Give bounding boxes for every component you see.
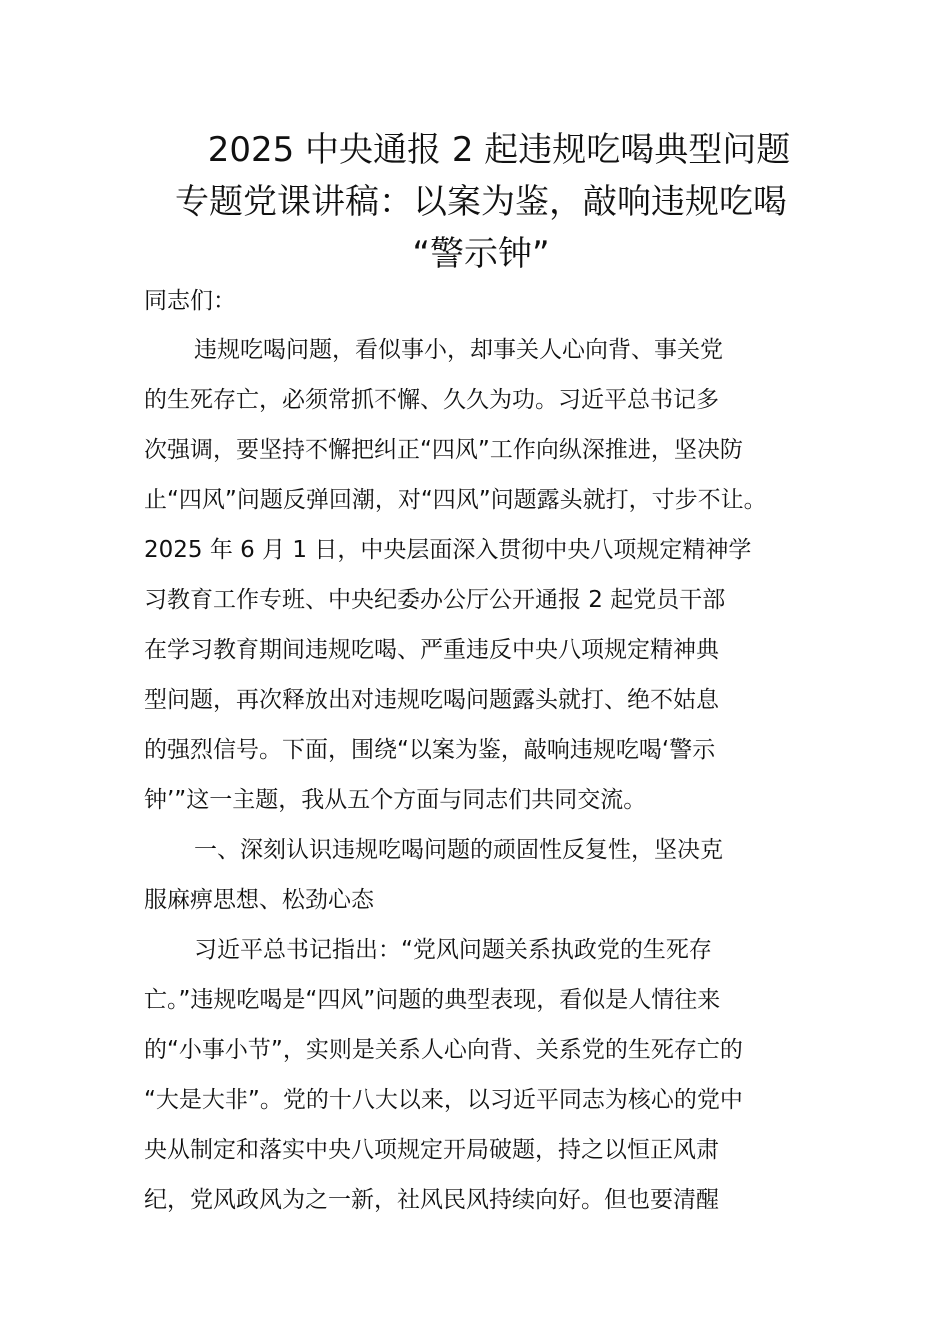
paragraph-1-line-1: 违规吃喝问题，看似事小，却事关人心向背、事关党 bbox=[194, 337, 723, 363]
greeting: 同志们： bbox=[144, 288, 236, 314]
paragraph-2-line-1: 习近平总书记指出：“党风问题关系执政党的生死存 bbox=[194, 937, 712, 963]
paragraph-1-line-10: 钟’”这一主题，我从五个方面与同志们共同交流。 bbox=[144, 787, 647, 813]
paragraph-1-line-3: 次强调，要坚持不懈把纠正“四风”工作向纵深推进，坚决防 bbox=[144, 437, 743, 463]
document-title bbox=[150, 124, 812, 280]
paragraph-1-line-5: 2025 年 6 月 1 日，中央层面深入贯彻中央八项规定精神学 bbox=[144, 537, 752, 563]
section-heading-line-1: 一、深刻认识违规吃喝问题的顽固性反复性，坚决克 bbox=[194, 837, 723, 863]
section-heading-line-2: 服麻痹思想、松劲心态 bbox=[144, 887, 374, 913]
paragraph-1-line-9: 的强烈信号。下面，围绕“以案为鉴，敲响违规吃喝‘警示 bbox=[144, 737, 716, 763]
title-line-2: 专题党课讲稿：以案为鉴，敲响违规吃喝 bbox=[175, 182, 787, 222]
paragraph-2-line-4: “大是大非”。党的十八大以来，以习近平同志为核心的党中 bbox=[144, 1087, 743, 1113]
paragraph-2-line-5: 央从制定和落实中央八项规定开局破题，持之以恒正风肃 bbox=[144, 1137, 719, 1163]
paragraph-2-line-3: 的“小事小节”，实则是关系人心向背、关系党的生死存亡的 bbox=[144, 1037, 743, 1063]
paragraph-1-line-4: 止“四风”问题反弹回潮，对“四风”问题露头就打，寸步不让。 bbox=[144, 487, 767, 513]
title-line-1: 2025 中央通报 2 起违规吃喝典型问题 bbox=[207, 130, 791, 170]
paragraph-1-line-8: 型问题，再次释放出对违规吃喝问题露头就打、绝不姑息 bbox=[144, 687, 719, 713]
paragraph-1-line-7: 在学习教育期间违规吃喝、严重违反中央八项规定精神典 bbox=[144, 637, 719, 663]
body-text bbox=[144, 332, 824, 1232]
paragraph-1-line-6: 习教育工作专班、中央纪委办公厅公开通报 2 起党员干部 bbox=[144, 587, 726, 613]
paragraph-2-line-2: 亡。”违规吃喝是“四风”问题的典型表现，看似是人情往来 bbox=[144, 987, 721, 1013]
paragraph-1-line-2: 的生死存亡，必须常抓不懈、久久为功。习近平总书记多 bbox=[144, 387, 719, 413]
paragraph-2-line-6: 纪，党风政风为之一新，社风民风持续向好。但也要清醒 bbox=[144, 1187, 719, 1213]
title-line-3: “警示钟” bbox=[412, 234, 550, 274]
